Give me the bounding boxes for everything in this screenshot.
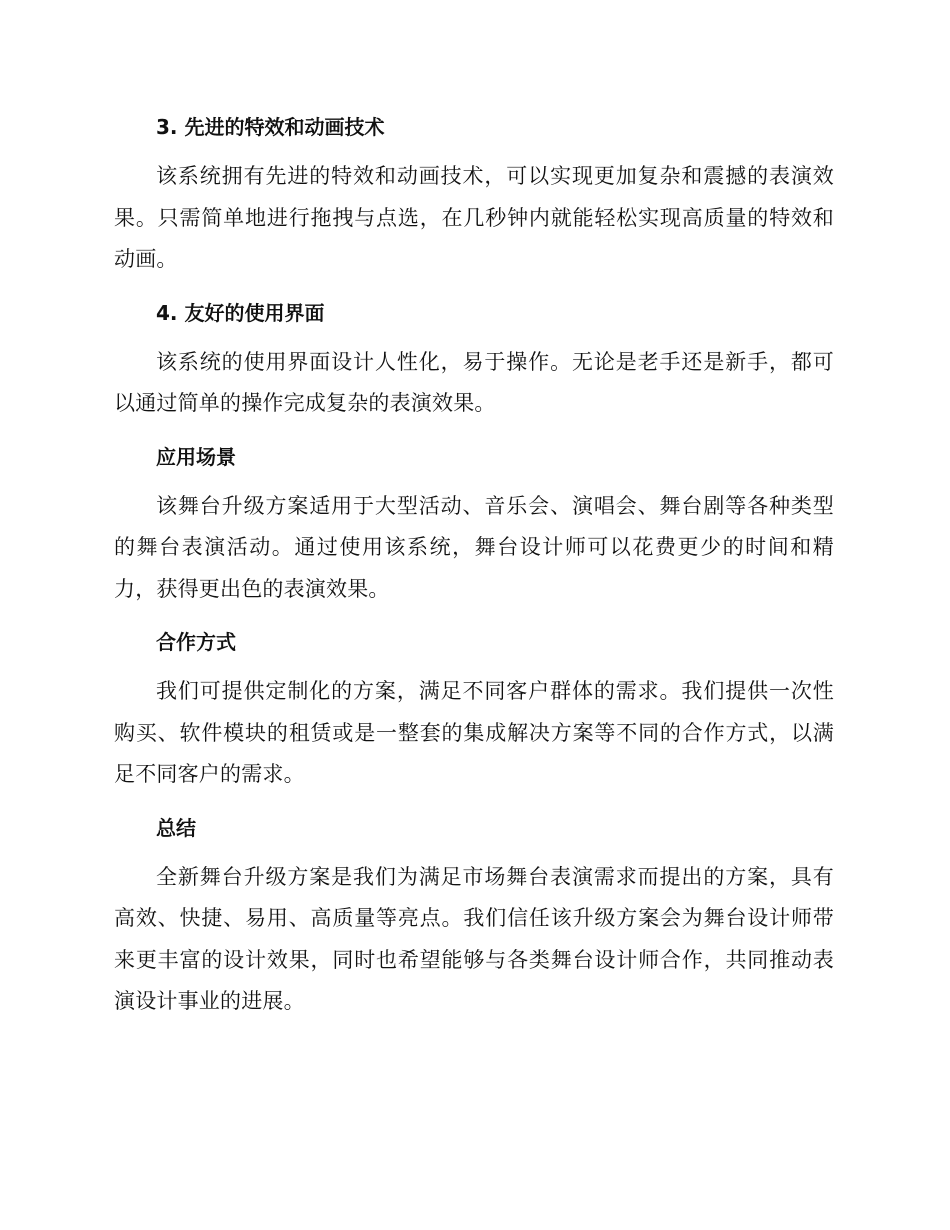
section-body-interface: 该系统的使用界面设计人性化，易于操作。无论是老手还是新手，都可以通过简单的操作完成复杂的表演效果。 (114, 349, 834, 415)
section-heading-scenarios: 应用场景 (156, 444, 236, 469)
section-heading-cooperation: 合作方式 (156, 630, 236, 654)
section-heading-effects: 3. 先进的特效和动画技术 (156, 115, 385, 139)
section-body-scenarios: 该舞台升级方案适用于大型活动、音乐会、演唱会、舞台剧等各种类型的舞台表演活动。通过使用该系统，舞台设计师可以花费更少的时间和精力，获得更出色的表演效果。 (114, 493, 834, 601)
section-body-summary: 全新舞台升级方案是我们为满足市场舞台表演需求而提出的方案，具有高效、快捷、易用、高质量等亮点。我们信任该升级方案会为舞台设计师带来更丰富的设计效果，同时也希望能够与各类舞台设计师合作，共同推动表演设计事业的进展。 (114, 864, 834, 1013)
section-heading-interface: 4. 友好的使用界面 (156, 300, 325, 325)
section-heading-summary: 总结 (156, 815, 196, 840)
section-body-effects: 该系统拥有先进的特效和动画技术，可以实现更加复杂和震撼的表演效果。只需简单地进行拖拽与点选，在几秒钟内就能轻松实现高质量的特效和动画。 (114, 164, 834, 271)
section-body-cooperation: 我们可提供定制化的方案，满足不同客户群体的需求。我们提供一次性购买、软件模块的租赁或是一整套的集成解决方案等不同的合作方式，以满足不同客户的需求。 (114, 679, 834, 786)
